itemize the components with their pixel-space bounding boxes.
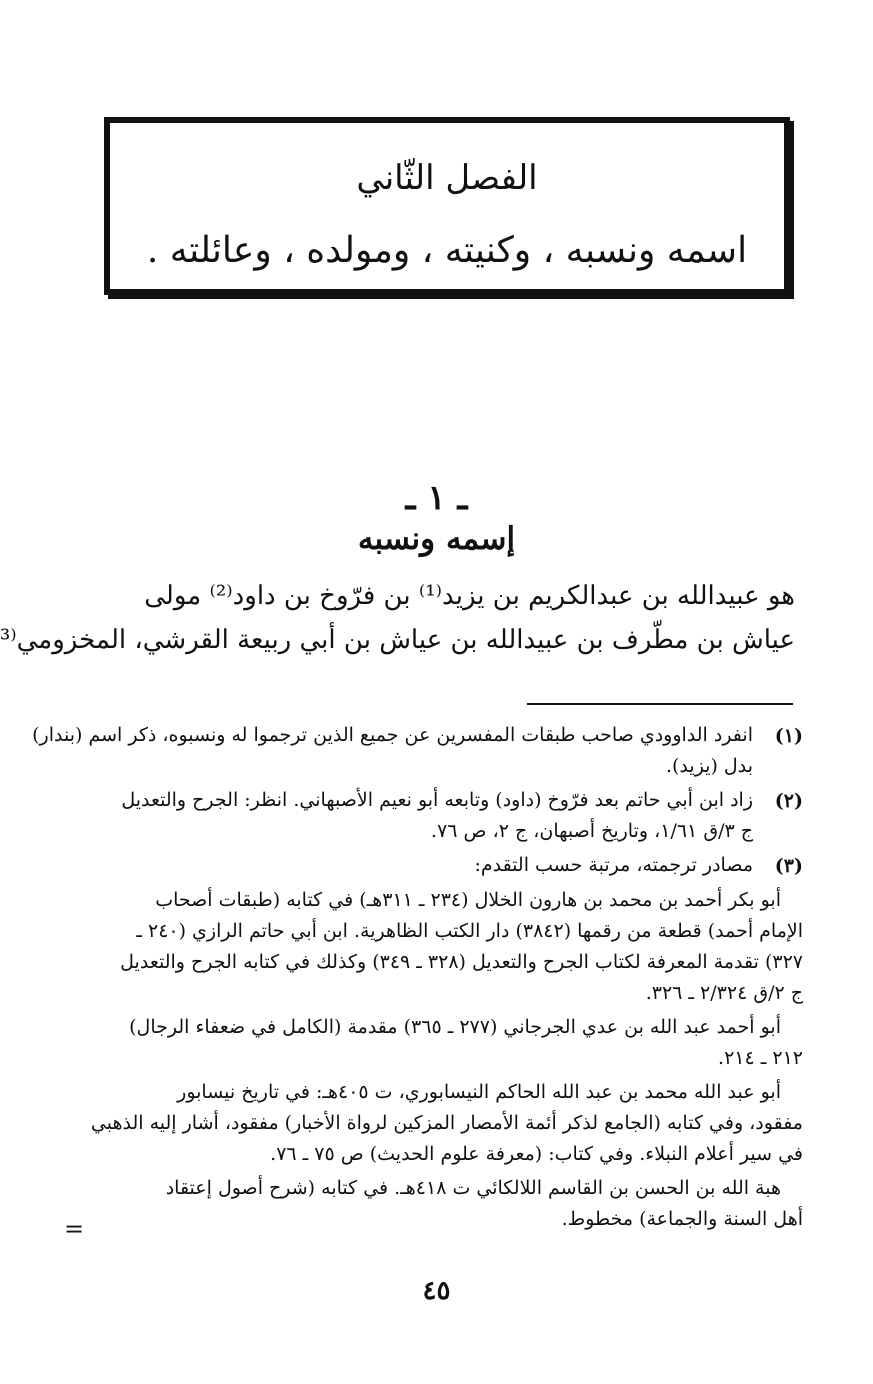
footnote-source-list <box>91 885 803 1238</box>
footnote-3 <box>95 850 803 882</box>
footnote-line: أهل السنة والجماعة) مخطوط. <box>561 1208 803 1230</box>
footnote-line: زاد ابن أبي حاتم بعد فرّوخ (داود) وتابعه أبو نعيم الأصبهاني. انظر: الجرح والتعديل <box>121 789 753 811</box>
footnote-text <box>95 850 753 882</box>
section-number: ـ ١ ـ <box>405 478 468 518</box>
footnote-3-sources <box>90 885 803 1238</box>
section-heading: إسمه ونسبه <box>357 521 516 557</box>
body-paragraph <box>0 574 795 662</box>
footnote-line: ٣٢٧) تقدمة المعرفة لكتاب الجرح والتعديل (٣٢٨ ـ ٣٤٩) وكذلك في كتابه الجرح والتعديل <box>120 951 803 973</box>
source-entry <box>91 1012 803 1074</box>
footnote-line: ٢١٢ ـ ٢١٤. <box>718 1047 803 1069</box>
footnote-line: أبو أحمد عبد الله بن عدي الجرجاني (٢٧٧ ـ ٣٦٥) مقدمة (الكامل في ضعفاء الرجال) <box>129 1016 781 1038</box>
footnote-line: الإمام أحمد) قطعة من رقمها (٣٨٤٢) دار الكتب الظاهرية. ابن أبي حاتم الرازي (٢٤٠ ـ <box>136 920 803 942</box>
footnote-divider <box>527 703 793 705</box>
footnote-line: ج ٣/ق ١/٦١، وتاريخ أصبهان، ج ٢، ص ٧٦. <box>431 820 753 842</box>
footnote-line: انفرد الداوودي صاحب طبقات المفسرين عن جميع الذين ترجموا له ونسبوه، ذكر اسم (بندار) <box>32 724 753 746</box>
source-entry <box>91 885 803 1009</box>
footnote-number: (٣) <box>774 855 803 877</box>
body-line: عياش بن مطّرف بن عبيدالله بن عياش بن أبي ربيعة القرشي، المخزومي⁽³ <box>0 625 795 655</box>
footnote-number: (٢) <box>774 790 803 812</box>
footnote-text <box>32 720 753 782</box>
footnote-line: مصادر ترجمته، مرتبة حسب التقدم: <box>474 854 753 876</box>
chapter-label: الفصل الثّاني <box>356 158 538 198</box>
continuation-mark: = <box>64 1215 85 1243</box>
footnote-line: أبو عبد الله محمد بن عبد الله الحاكم النيسابوري، ت ٤٠٥هـ: في تاريخ نيسابور <box>177 1081 781 1103</box>
footnote-line: هبة الله بن الحسن بن القاسم اللالكائي ت ٤١٨هـ. في كتابه (شرح أصول إعتقاد <box>165 1177 781 1199</box>
source-entry <box>91 1077 803 1170</box>
footnote-line: ج ٢/ق ٢/٣٢٤ ـ ٣٢٦. <box>645 982 803 1004</box>
chapter-title: اسمه ونسبه ، وكنيته ، ومولده ، وعائلته . <box>146 230 748 271</box>
source-entry <box>91 1173 803 1235</box>
footnotes <box>32 720 803 1241</box>
footnote-line: بدل (يزيد). <box>665 755 753 777</box>
body-line: هو عبيدالله بن عبدالكريم بن يزيد⁽¹⁾ بن فرّوخ بن داود⁽²⁾ مولى <box>144 581 795 611</box>
footnote-line: أبو بكر أحمد بن محمد بن هارون الخلال (٢٣٤ ـ ٣١١هـ) في كتابه (طبقات أصحاب <box>155 889 781 911</box>
footnote-line: مفقود، وفي كتابه (الجامع لذكر أئمة الأمصار المزكين لرواة الأخبار) مفقود، أشار إليه الذهبي <box>90 1112 803 1134</box>
footnote-line: في سير أعلام النبلاء. وفي كتاب: (معرفة علوم الحديث) ص ٧٥ ـ ٧٦. <box>270 1143 803 1165</box>
footnote-number: (١) <box>774 725 803 747</box>
page-number: ٤٥ <box>422 1276 451 1306</box>
footnote-1 <box>32 720 803 782</box>
footnote-text <box>95 785 753 847</box>
footnote-2 <box>95 785 803 847</box>
chapter-title-frame <box>104 117 790 295</box>
